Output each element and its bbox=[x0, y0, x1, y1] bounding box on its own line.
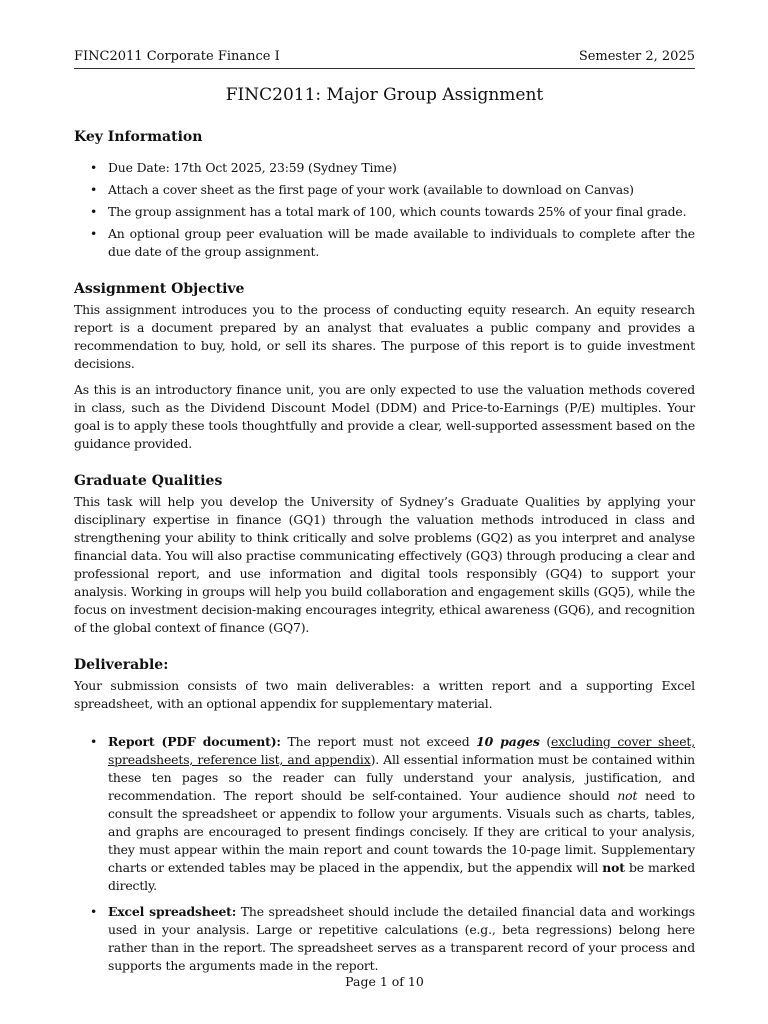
report-text: ( bbox=[539, 734, 552, 749]
running-header bbox=[74, 48, 695, 69]
list-item bbox=[74, 733, 695, 895]
report-text: ). All essential information must be contained within these ten pages so the reader can fully understand your analysis, justification, and recommendation. The report should be self-contained. Your audience should bbox=[108, 752, 695, 803]
excel-label: Excel spreadsheet: bbox=[108, 904, 237, 919]
semester-label: Semester 2, 2025 bbox=[578, 49, 695, 64]
list-item bbox=[74, 159, 695, 177]
page-number: Page 1 of 10 bbox=[345, 974, 424, 989]
objective-paragraph: This assignment introduces you to the process of conducting equity research. An equity research report is a document prepared by an analyst that evaluates a public company and provides a recommendation to buy, hold, or sell its shares. The purpose of this report is to guide investment decisions. bbox=[74, 302, 695, 371]
graduate-qualities-paragraph: This task will help you develop the University of Sydney’s Graduate Qualities by applying your disciplinary expertise in finance (GQ1) through the valuation methods introduced in class and strengthening your ability to think critically and solve problems (GQ2) as you interpret and analyse financial data. You will also practise communicating effectively (GQ3) through producing a clear and professional report, and use information and digital tools responsibly (GQ4) to support your analysis. Working in groups will help you build collaboration and engagement skills (GQ5), while the focus on investment decision-making encourages integrity, ethical awareness (GQ6), and recognition of the global context of finance (GQ7). bbox=[74, 494, 695, 635]
deliverable-section bbox=[74, 655, 695, 975]
report-text: need to consult the spreadsheet or appendix to follow your arguments. Visuals such as charts, tables, and graphs are encouraged to present findings concisely. If they are critical to your analysis, they must appear within the main report and count towards the 10-page limit. Supplementary charts or extended tables may be placed in the appendix, but the appendix will bbox=[108, 788, 695, 875]
objective-paragraph: As this is an introductory finance unit, you are only expected to use the valuation methods covered in class, such as the Dividend Discount Model (DDM) and Price-to-Earnings (P/E) multiples. Your goal is to apply these tools thoughtfully and provide a clear, well-supported assessment based on the guidance provided. bbox=[74, 382, 695, 451]
graduate-qualities-heading: Graduate Qualities bbox=[74, 473, 223, 489]
report-text: The report must not exceed bbox=[280, 734, 477, 749]
key-information-heading: Key Information bbox=[74, 129, 203, 145]
key-information-section bbox=[74, 127, 695, 261]
report-text: be marked directly. bbox=[108, 860, 695, 893]
document-title: FINC2011: Major Group Assignment bbox=[225, 85, 544, 105]
list-item bbox=[74, 203, 695, 221]
bullet-icon: • bbox=[90, 160, 98, 175]
excluding-note: excluding cover sheet, spreadsheets, reference list, and appendix bbox=[108, 734, 695, 767]
bold-not: not bbox=[602, 860, 625, 875]
emphasis-not: not bbox=[617, 788, 638, 803]
bullet-icon: • bbox=[90, 734, 98, 749]
list-item bbox=[74, 903, 695, 975]
list-item bbox=[74, 181, 695, 199]
total-mark-text: The group assignment has a total mark of 100, which counts towards 25% of your final grade. bbox=[108, 204, 687, 219]
assignment-objective-section bbox=[74, 279, 695, 453]
bullet-icon: • bbox=[90, 226, 98, 241]
report-label: Report (PDF document): bbox=[108, 734, 281, 749]
document-page bbox=[74, 0, 695, 1024]
course-name: FINC2011 Corporate Finance I bbox=[74, 49, 280, 64]
due-date-text: Due Date: 17th Oct 2025, 23:59 (Sydney Time) bbox=[108, 160, 397, 175]
deliverable-list bbox=[74, 733, 695, 975]
cover-sheet-text: Attach a cover sheet as the first page of your work (available to download on Canvas) bbox=[108, 182, 634, 197]
bullet-icon: • bbox=[90, 204, 98, 219]
document-body bbox=[74, 127, 695, 993]
deliverable-heading: Deliverable: bbox=[74, 657, 169, 673]
list-item bbox=[74, 225, 695, 261]
bullet-icon: • bbox=[90, 182, 98, 197]
assignment-objective-heading: Assignment Objective bbox=[74, 281, 245, 297]
peer-evaluation-text: An optional group peer evaluation will be made available to individuals to complete after the due date of the group assignment. bbox=[108, 226, 695, 259]
deliverable-intro: Your submission consists of two main deliverables: a written report and a supporting Excel spreadsheet, with an optional appendix for supplementary material. bbox=[74, 678, 695, 711]
graduate-qualities-section bbox=[74, 471, 695, 637]
page-limit: 10 pages bbox=[476, 734, 540, 749]
excel-text: The spreadsheet should include the detailed financial data and workings used in your analysis. Large or repetitive calculations (e.g., beta regressions) belong here rather than in the report. The spreadsheet serves as a transparent record of your process and supports the arguments made in the report. bbox=[108, 904, 695, 973]
key-information-list bbox=[74, 159, 695, 261]
bullet-icon: • bbox=[90, 904, 98, 919]
